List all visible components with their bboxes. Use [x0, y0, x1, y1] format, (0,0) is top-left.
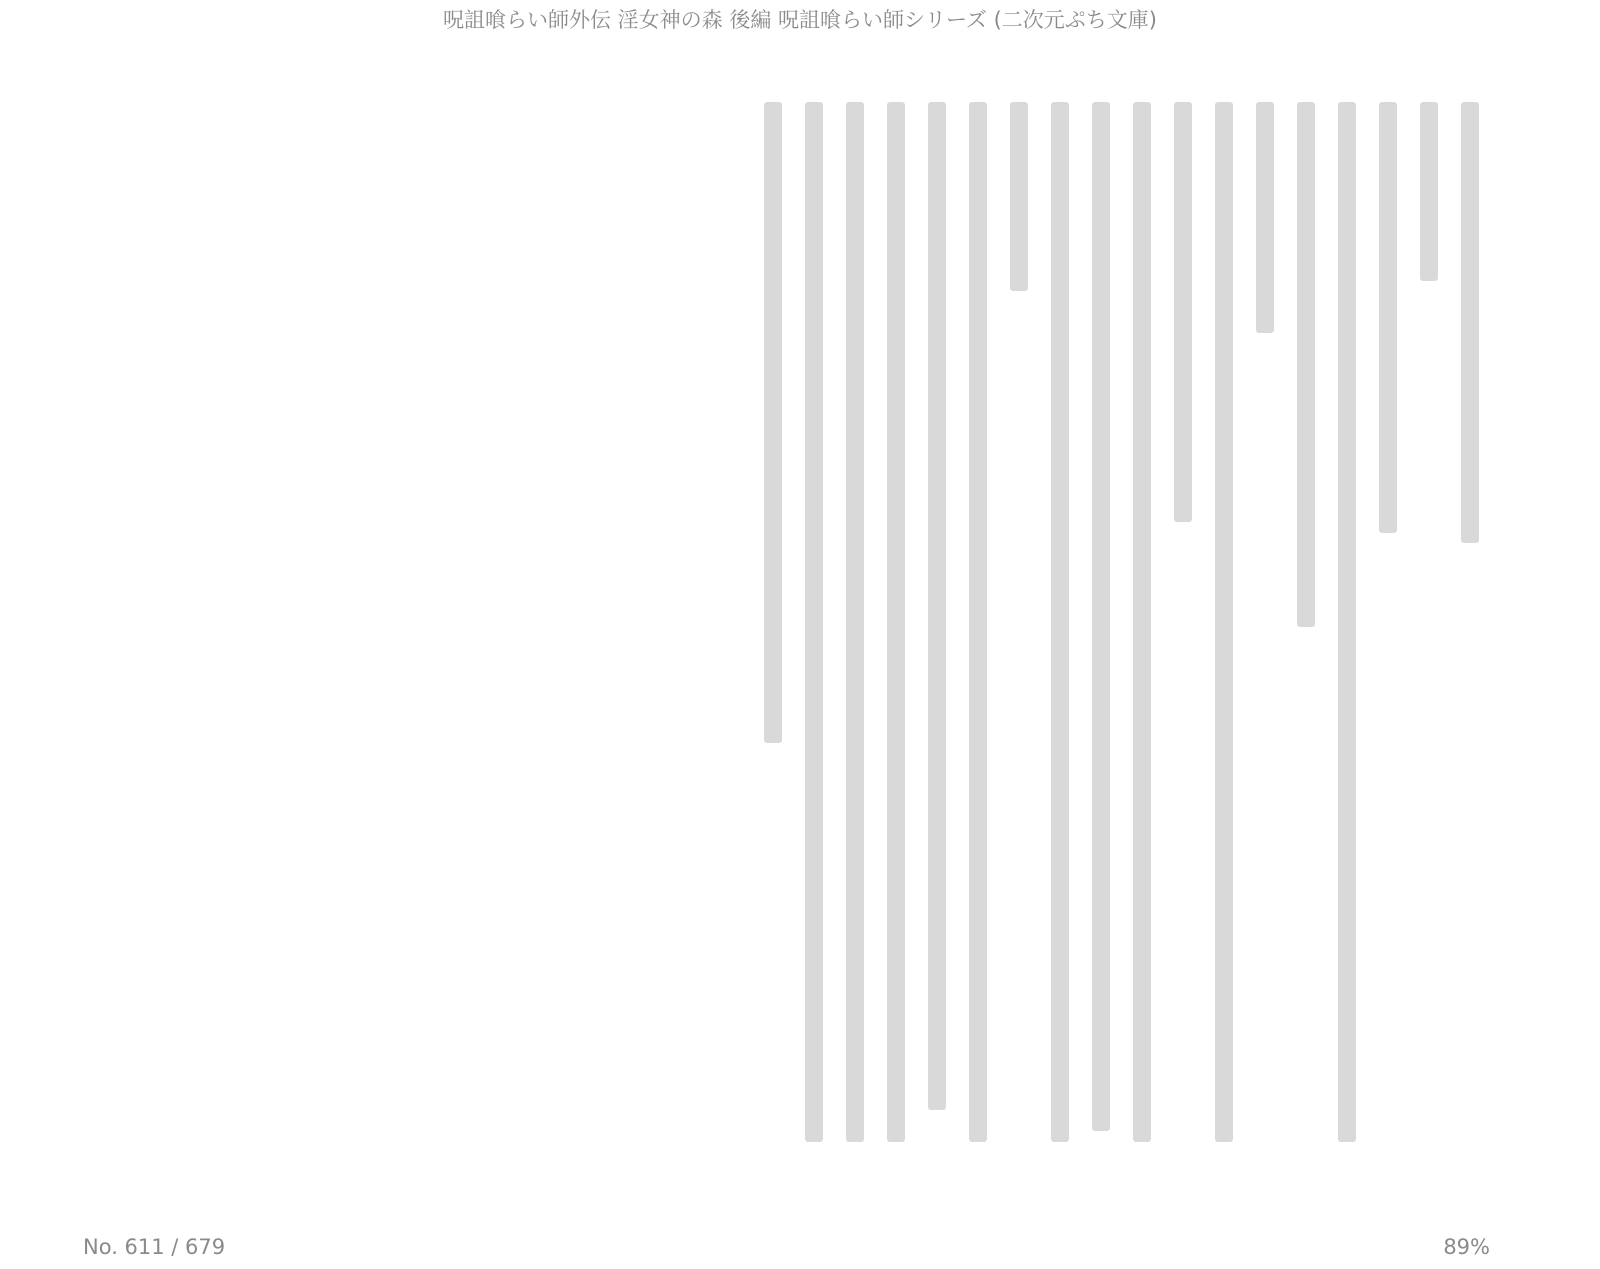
redacted-line — [1461, 102, 1479, 543]
redacted-line — [1215, 102, 1233, 1142]
text-column-placeholder — [1244, 92, 1285, 1172]
text-column-placeholder — [875, 92, 916, 1172]
redacted-line — [1256, 102, 1274, 333]
progress-percent: 89% — [1443, 1235, 1490, 1259]
text-column-placeholder — [1039, 92, 1080, 1172]
text-column-placeholder — [834, 92, 875, 1172]
text-column-placeholder — [1449, 92, 1490, 1172]
book-title: 呪詛喰らい師外伝 淫女神の森 後編 呪詛喰らい師シリーズ (二次元ぷち文庫) — [442, 8, 1158, 32]
text-column-placeholder — [998, 92, 1039, 1172]
redacted-line — [969, 102, 987, 1142]
redacted-line — [1297, 102, 1315, 627]
text-column-placeholder — [752, 92, 793, 1172]
redacted-line — [1379, 102, 1397, 533]
text-column-placeholder — [1162, 92, 1203, 1172]
text-column-placeholder — [1408, 92, 1449, 1172]
text-column-placeholder — [957, 92, 998, 1172]
redacted-line — [1338, 102, 1356, 1142]
redacted-line — [1133, 102, 1151, 1142]
text-column-placeholder — [916, 92, 957, 1172]
text-column-placeholder — [1080, 92, 1121, 1172]
redacted-line — [1420, 102, 1438, 281]
redacted-line — [887, 102, 905, 1142]
text-column-placeholder — [1285, 92, 1326, 1172]
page-body-redacted[interactable] — [110, 92, 1490, 1172]
redacted-line — [1010, 102, 1028, 291]
redacted-line — [846, 102, 864, 1142]
text-column-placeholder — [1326, 92, 1367, 1172]
redacted-line — [805, 102, 823, 1142]
text-column-placeholder — [793, 92, 834, 1172]
text-column-placeholder — [1203, 92, 1244, 1172]
location-indicator: No. 611 / 679 — [83, 1235, 226, 1259]
redacted-line — [764, 102, 782, 743]
text-column-placeholder — [1121, 92, 1162, 1172]
redacted-line — [1051, 102, 1069, 1142]
redacted-line — [1092, 102, 1110, 1131]
redacted-line — [928, 102, 946, 1110]
text-column-placeholder — [1367, 92, 1408, 1172]
redacted-line — [1174, 102, 1192, 522]
